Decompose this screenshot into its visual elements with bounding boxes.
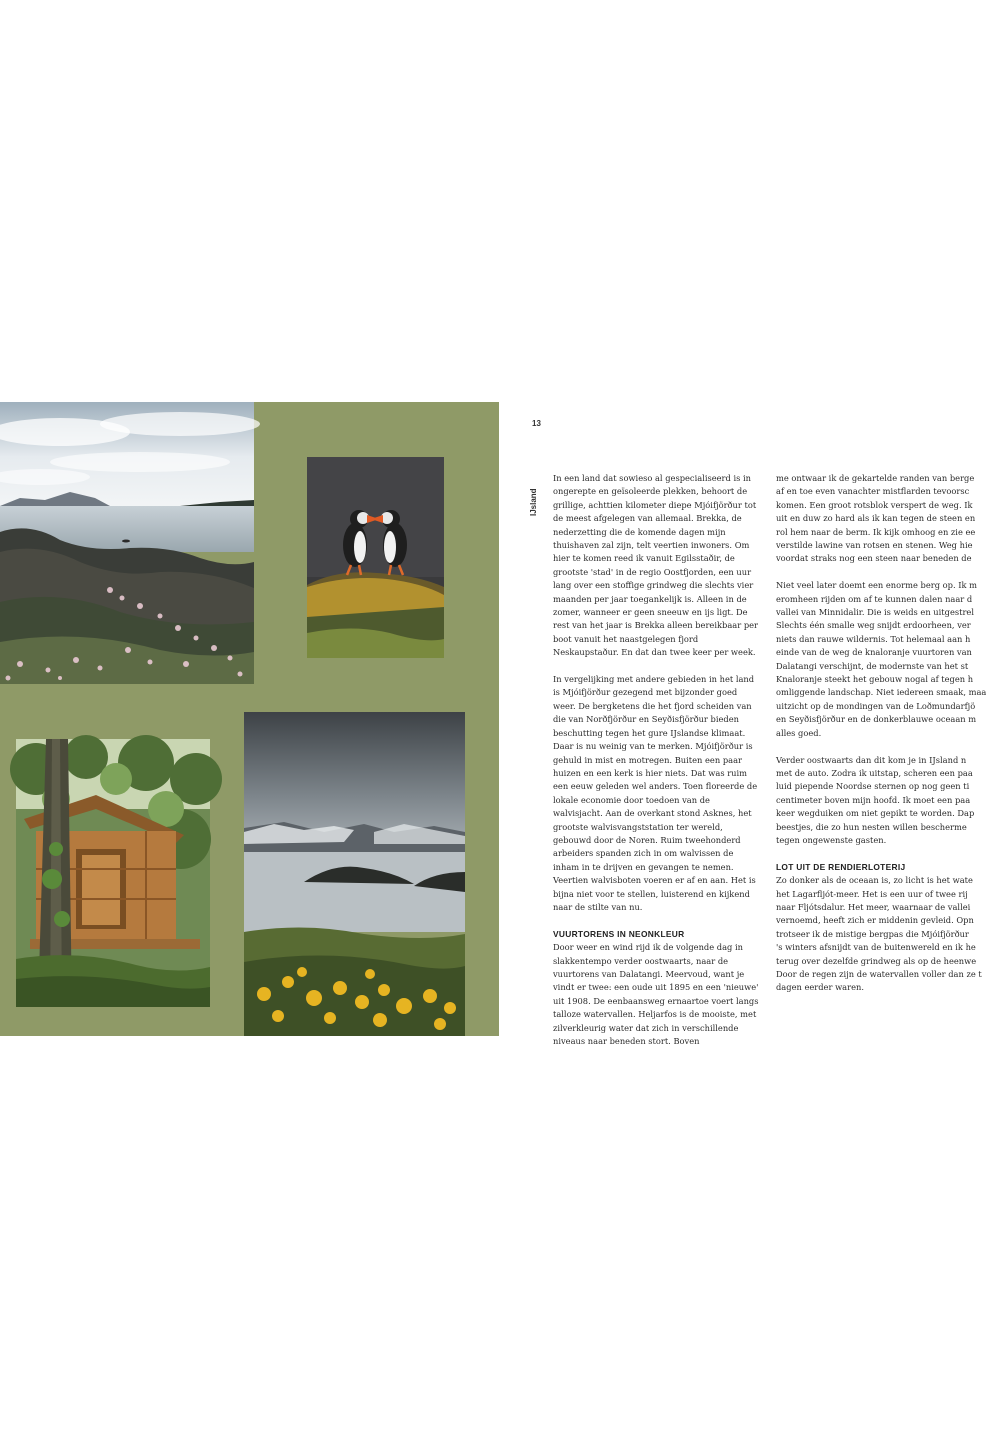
text-line: naar Fljótsdalur. Het meer, waarnaar de vallei	[776, 901, 971, 912]
text-line: Verder oostwaarts dan dit kom je in IJsland n	[776, 754, 967, 765]
text-line: met de auto. Zodra ik uitstap, scheren een paa	[776, 767, 973, 778]
text-line: en Seyðisfjörður en de donkerblauwe oceaan m	[776, 714, 977, 725]
text-line: rol hem naar de berm. Ik kijk omhoog en zie ee	[776, 526, 976, 537]
paragraph: In een land dat sowieso al gespecialiseerd is in ongerepte en geïsoleerde plekken, behoort de grillige, achttien kilometer diepe Mjóifjörður tot de meest afgelegen van allemaal. Brekka, de nederzetting die de komende dagen mijn thuishaven zal zijn, telt veertien inwoners. Om hier te komen reed ik vanuit Egilsstaðir, de grootste 'stad' in de regio Oostfjorden, een uur lang over een stoffige grindweg die slechts vier maanden per jaar toegankelijk is. Alleen in de zomer, wanneer er geen sneeuw en ijs ligt. De rest van het jaar is Brekka alleen bereikbaar per boot vanuit het naastgelegen fjord Neskaupstaður. En dat dan twee keer per week.	[553, 473, 759, 658]
text-line: terug over dezelfde grindweg als op de heenwe	[776, 955, 977, 966]
text-line: vallei van Minnidalir. Die is weids en uitgestrel	[776, 607, 974, 618]
text-line: af en toe even vanachter mistflarden tevoorsc	[776, 486, 970, 497]
article-column-2	[776, 472, 986, 995]
text-line: Niet veel later doemt een enorme berg op. Ik m	[776, 580, 978, 591]
text-line: tegen ongewenste gasten.	[776, 834, 887, 845]
text-line: me ontwaar ik de gekartelde randen van berge	[776, 473, 975, 483]
paragraph: Door weer en wind rijd ik de volgende dag in slakkentempo verder oostwaarts, naar de vuurtorens van Dalatangi. Meervoud, want je vindt er twee: een oude uit 1895 en een 'nieuwe' uit 1908. De eenbaansweg ernaartoe voert langs talloze watervallen. Heljarfos is de mooiste, met zilverkleurig water dat zich in verschillende niveaus naar beneden stort. Boven	[553, 942, 759, 1047]
text-line: vernoemd, heeft zich er middenin gevleid. Opn	[776, 915, 974, 926]
text-line: voordat straks nog een steen naar beneden de	[776, 553, 972, 564]
text-line: luid piepende Noordse sternen op nog geen ti	[776, 781, 970, 792]
text-line: komen. Een groot rotsblok verspert de weg. Ik	[776, 499, 973, 510]
paragraph	[776, 754, 976, 848]
magazine-spread	[0, 402, 986, 1047]
text-line: einde van de weg de knaloranje vuurtoren van	[776, 647, 972, 658]
text-line: Slechts één smalle weg snijdt erdoorheen, ver	[776, 620, 971, 631]
paragraph: In vergelijking met andere gebieden in het land is Mjóifjörður gezegend met bijzonder goed weer. De bergketens die het fjord scheiden van die van Norðfjörður en Seyðisfjörður bieden beschutting tegen het gure IJslandse klimaat. Daar is nu weinig van te merken. Mjóifjörður is gehuld in mist en motregen. Buiten een paar huizen en een kerk is hier niets. Dat was ruim een eeuw geleden wel anders. Toen floreerde de lokale economie door toedoen van de walvisjacht. Aan de overkant stond Asknes, het grootste walvisvangststation ter wereld, gebouwd door de Noren. Ruim tweehonderd arbeiders spanden zich in om walvissen de inham in te drijven en gevangen te nemen. Veertien walvisboten voeren er af en aan. Het is bijna niet voor te stellen, luisterend en kijkend naar de stilte van nu.	[553, 674, 758, 912]
text-line: Zo donker als de oceaan is, zo licht is het wate	[776, 875, 973, 886]
text-page	[499, 402, 986, 1047]
text-line: beestjes, die zo hun nesten willen bescherme	[776, 821, 967, 832]
paragraph	[776, 874, 982, 995]
text-line: verstilde lawine van rotsen en stenen. Weg hie	[776, 540, 973, 551]
article-column-1	[553, 472, 759, 1048]
text-line: trotseer ik de mistige bergpas die Mjóifjörður	[776, 928, 969, 939]
paragraph	[776, 579, 986, 740]
text-line: Dalatangi verschijnt, de modernste van het st	[776, 660, 969, 671]
text-line: 's winters afsnijdt van de buitenwereld en ik he	[776, 942, 976, 953]
text-line: Door de regen zijn de watervallen voller dan ze t	[776, 968, 982, 979]
text-line: omliggende landschap. Niet iedereen smaak, maa	[776, 687, 986, 698]
lake-photo	[244, 712, 465, 1036]
coast-photo	[0, 402, 254, 684]
running-head-wrap	[529, 482, 539, 522]
text-line: Knaloranje steekt het gebouw nogal af tegen h	[776, 674, 974, 685]
running-head: IJsland	[529, 488, 538, 516]
cabin-photo	[16, 739, 210, 1007]
puffins-photo	[307, 457, 444, 658]
text-line: het Lagarfljót-meer. Het is een uur of twee rij	[776, 888, 968, 899]
text-line: keer wegduiken om niet gepikt te worden. Dap	[776, 808, 975, 819]
page-number: 13	[532, 419, 541, 428]
text-line: dagen eerder waren.	[776, 982, 864, 993]
paragraph	[776, 472, 976, 566]
text-line: centimeter boven mijn hoofd. Ik moet een paa	[776, 794, 971, 805]
text-line: uitzicht op de mondingen van de Loðmundarfjö	[776, 700, 976, 711]
section-heading: VUURTORENS IN NEONKLEUR	[553, 928, 685, 939]
text-line: uit en duw zo hard als ik kan tegen de steen en	[776, 513, 976, 524]
text-line: eromheen rijden om af te kunnen dalen naar d	[776, 593, 973, 604]
photo-page	[0, 402, 499, 1036]
section-heading: LOT UIT DE RENDIERLOTERIJ	[776, 861, 906, 872]
text-line: alles goed.	[776, 727, 822, 738]
text-line: niets dan rauwe wildernis. Tot helemaal aan h	[776, 633, 971, 644]
